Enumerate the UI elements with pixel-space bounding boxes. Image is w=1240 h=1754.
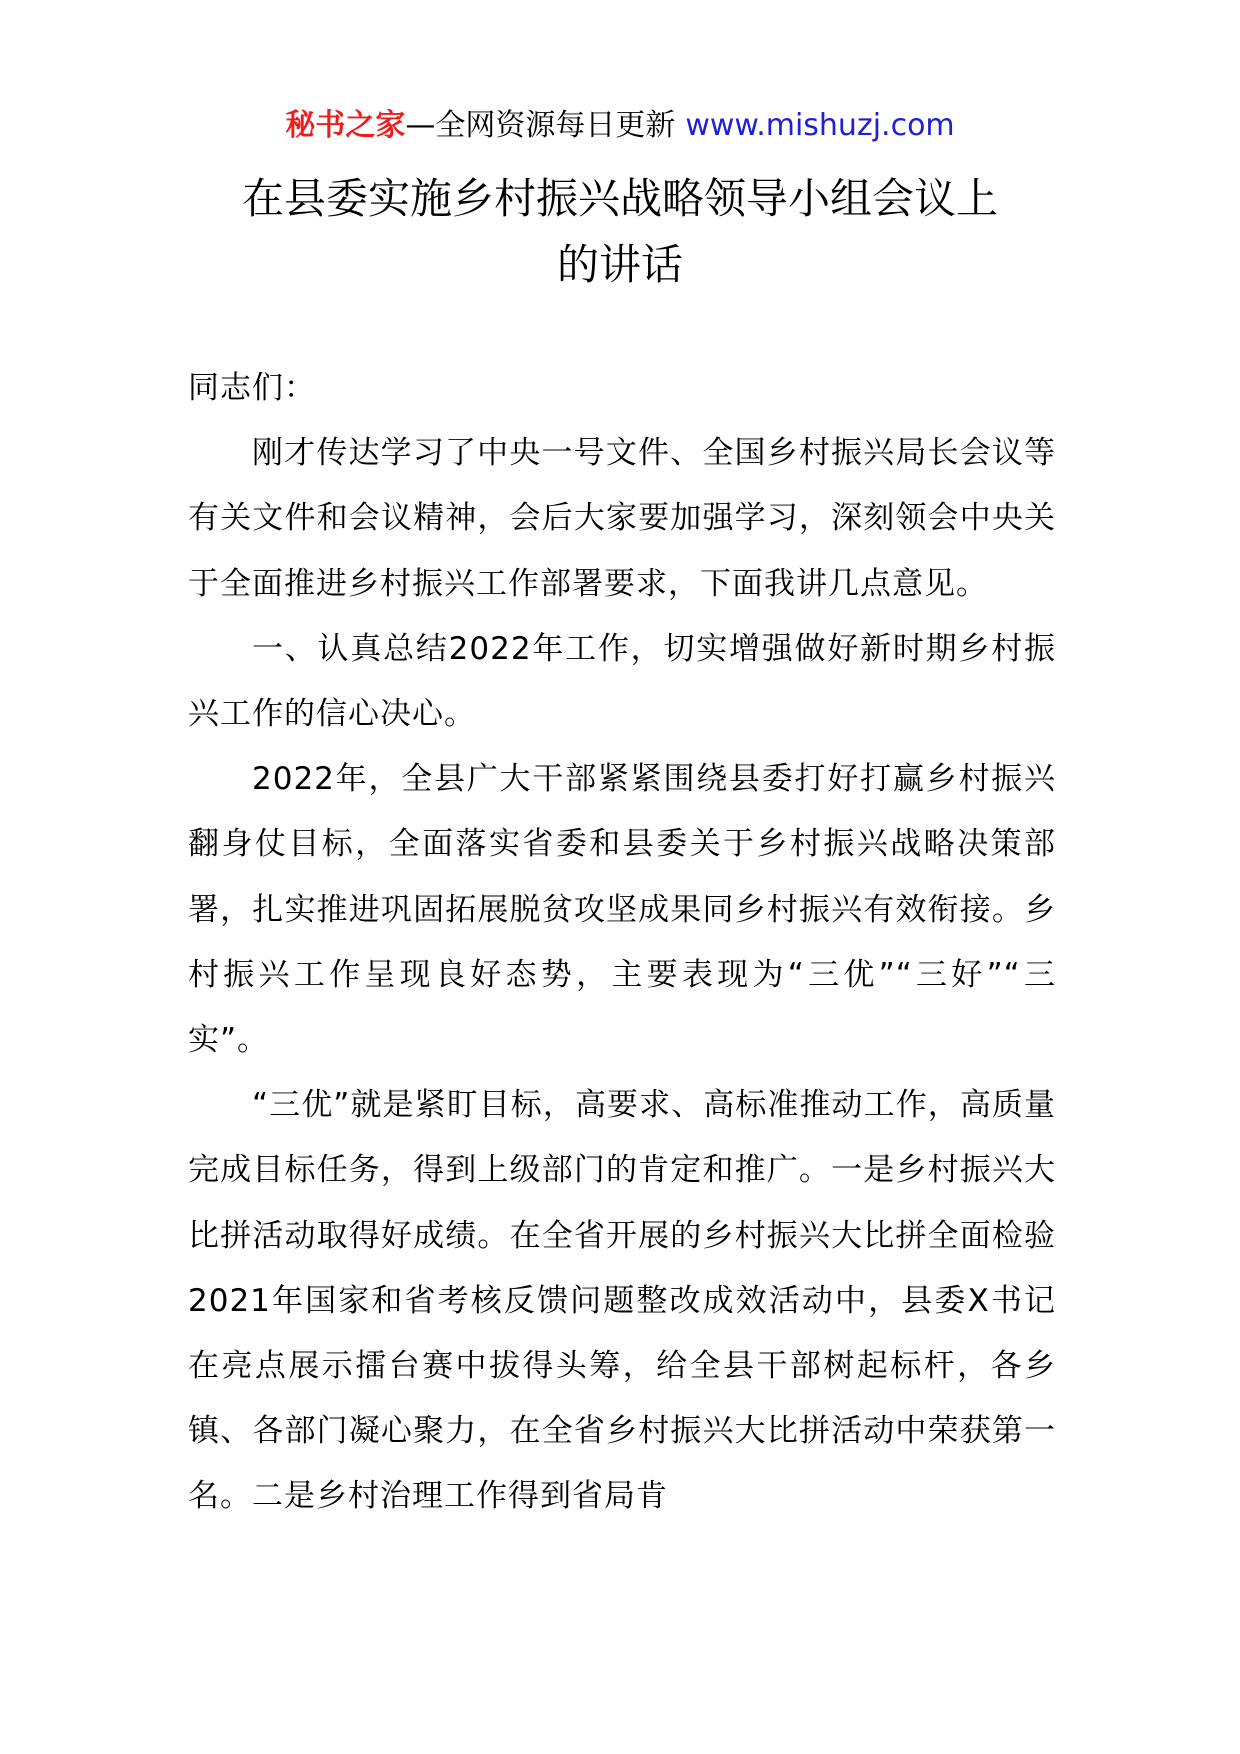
site-header (0, 104, 1240, 148)
document-body (188, 356, 1056, 1530)
title-line-2: 的讲话 (556, 240, 683, 289)
section-heading-1: 一、认真总结2022年工作，切实增强做好新时期乡村振兴工作的信心决心。 (188, 630, 1056, 733)
site-url[interactable]: www.mishuzj.com (685, 108, 955, 143)
brand-name: 秘书之家 (285, 108, 406, 143)
header-tagline: —全网资源每日更新 (405, 108, 676, 143)
paragraph-2022-summary: 2022年，全县广大干部紧紧围绕县委打好打赢乡村振兴翻身仗目标，全面落实省委和县委关于乡村振兴战略决策部署，扎实推进巩固拓展脱贫攻坚成果同乡村振兴有效衔接。乡村振兴工作呈现良好态势，主要表现为“三优”“三好”“三实”。 (188, 761, 1056, 1059)
paragraph-san-you: “三优”就是紧盯目标，高要求、高标准推动工作，高质量完成目标任务，得到上级部门的肯定和推广。一是乡村振兴大比拼活动取得好成绩。在全省开展的乡村振兴大比拼全面检验2021年国家和省考核反馈问题整改成效活动中，县委X书记在亮点展示擂台赛中拔得头筹，给全县干部树起标杆，各乡镇、各部门凝心聚力，在全省乡村振兴大比拼活动中荣获第一名。二是乡村治理工作得到省局肯 (188, 1087, 1056, 1515)
greeting: 同志们： (188, 370, 316, 406)
title-line-1: 在县委实施乡村振兴战略领导小组会议上 (241, 174, 998, 223)
paragraph-intro: 刚才传达学习了中央一号文件、全国乡村振兴局长会议等有关文件和会议精神，会后大家要加强学习，深刻领会中央关于全面推进乡村振兴工作部署要求，下面我讲几点意见。 (188, 435, 1056, 602)
document-title (200, 166, 1040, 298)
